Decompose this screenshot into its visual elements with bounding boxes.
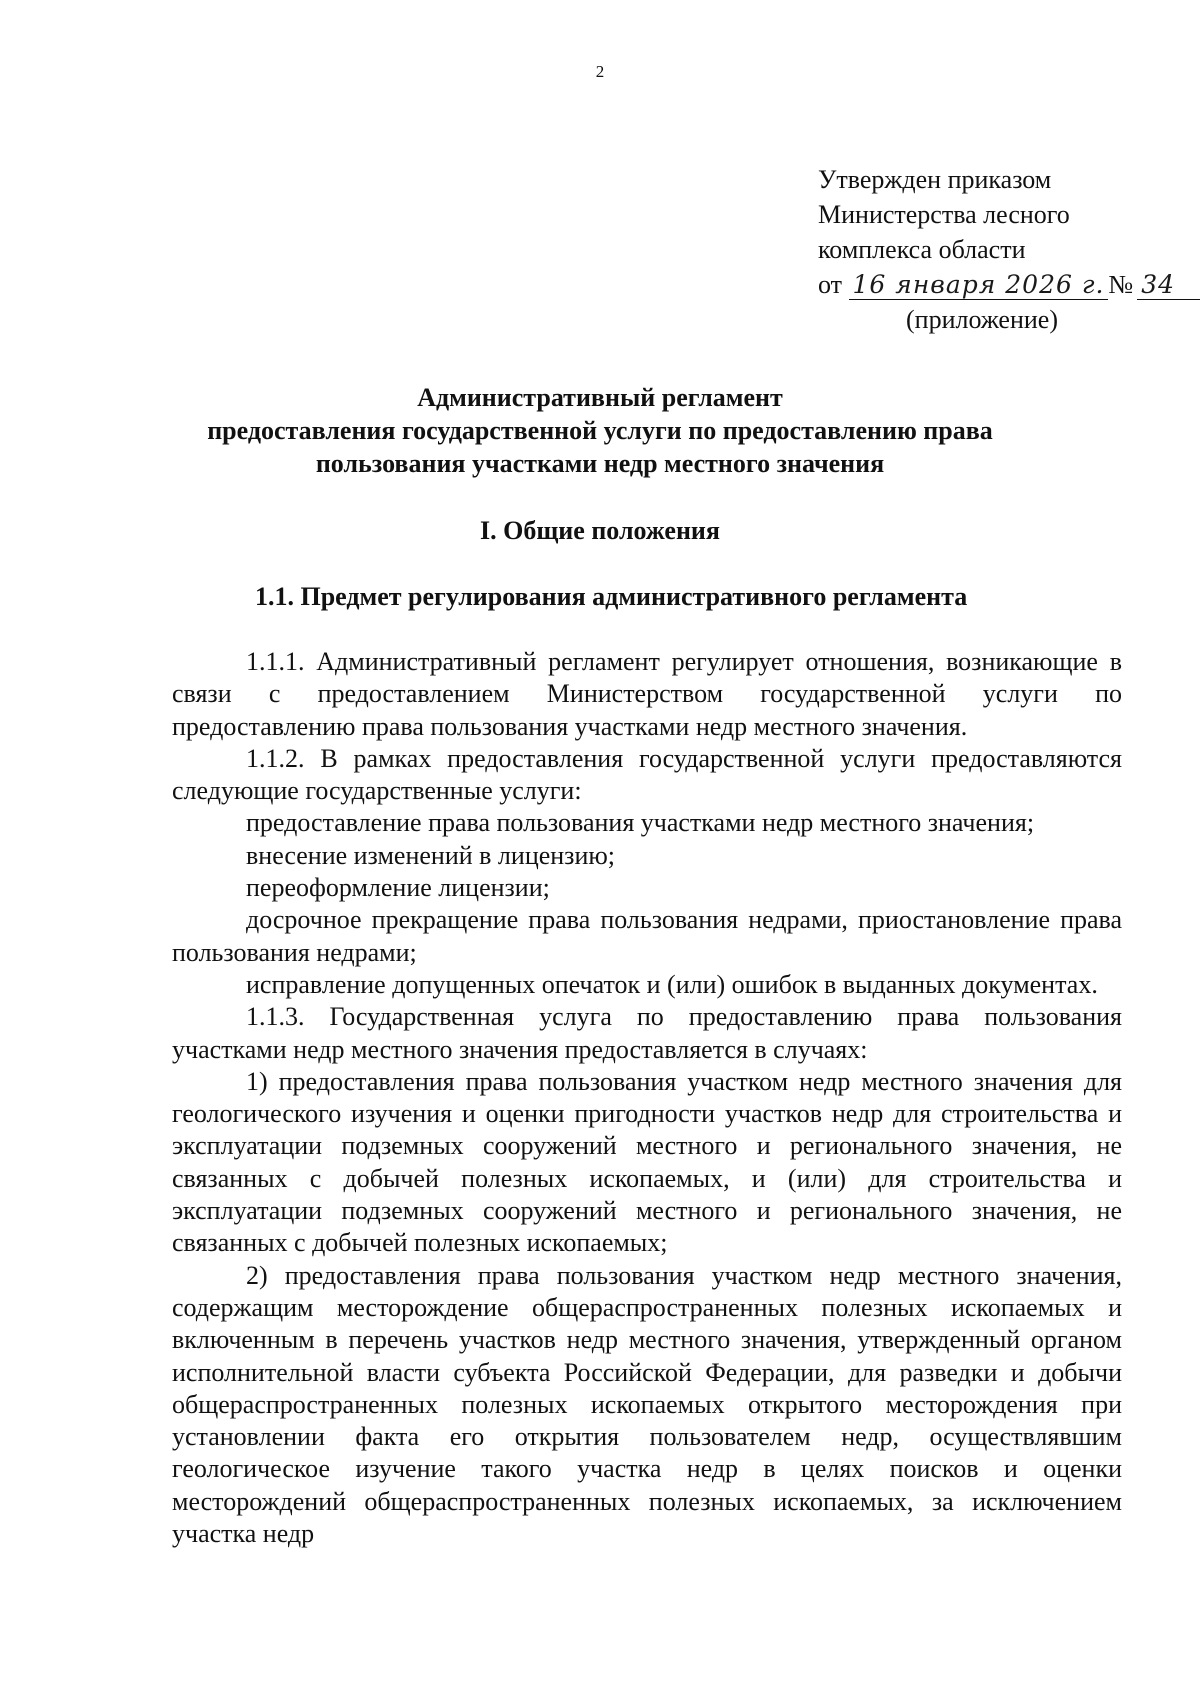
paragraph: 2) предоставления права пользования участком недр местного значения, содержащим месторождение общераспространенных полезных ископаемых и включенным в перечень участков недр местного значения, утвержденный органом исполнительной власти субъекта Российской Федерации, для разведки и добычи общераспространенных полезных ископаемых открытого месторождения при установлении факта его открытия пользователем недр, осуществлявшим геологическое изучение такого участка недр в целях поисков и оценки месторождений общераспространенных полезных ископаемых, за исключением участка недр: [172, 1260, 1122, 1549]
approval-note: (приложение): [906, 305, 1059, 334]
paragraph: 1) предоставления права пользования участком недр местного значения для геологического изучения и оценки пригодности участков недр для строительства и эксплуатации подземных сооружений местного и регионального значения, не связанных с добычей полезных ископаемых, и (или) для строительства и эксплуатации подземных сооружений местного и регионального значения, не связанных с добычей полезных ископаемых;: [172, 1066, 1122, 1258]
page-number: 2: [595, 62, 605, 81]
approval-stamp-block: [818, 162, 1200, 337]
approval-line-3: комплекса области: [818, 235, 1026, 264]
section-heading: I. Общие положения: [480, 516, 720, 545]
subsection-heading: 1.1. Предмет регулирования административного регламента: [255, 582, 968, 611]
paragraph: 1.1.3. Государственная услуга по предоставлению права пользования участками недр местного значения предоставляется в случаях:: [172, 1002, 1122, 1064]
approval-line-1: Утвержден приказом: [818, 165, 1052, 194]
approval-from-prefix: от: [818, 270, 843, 299]
title-line-1: Административный регламент: [417, 383, 783, 412]
paragraph: переоформление лицензии;: [246, 873, 550, 903]
approval-date-row: [818, 267, 1200, 302]
paragraph: 1.1.1. Административный регламент регулирует отношения, возникающие в связи с предоставлением Министерством государственной услуги по предоставлению права пользования участками недр местного значения.: [172, 647, 1122, 741]
paragraph: 1.1.2. В рамках предоставления государственной услуги предоставляются следующие государственные услуги:: [172, 743, 1122, 806]
title-line-3: пользования участками недр местного значения: [315, 449, 885, 478]
title-line-2: предоставления государственной услуги по предоставлению права: [207, 416, 993, 445]
paragraph: внесение изменений в лицензию;: [246, 840, 616, 870]
handwritten-number: 34: [1137, 271, 1200, 300]
handwritten-date: 16 января 2026 г.: [849, 271, 1109, 300]
number-sign: №: [1108, 270, 1134, 299]
document-title: [0, 381, 1200, 480]
paragraph: предоставление права пользования участками недр местного значения;: [246, 808, 1035, 838]
approval-line-2: Министерства лесного: [818, 200, 1070, 229]
document-body: [172, 646, 1122, 1550]
paragraph: досрочное прекращение права пользования недрами, приостановление права пользования недрами;: [172, 905, 1122, 967]
paragraph: исправление допущенных опечаток и (или) ошибок в выданных документах.: [246, 969, 1098, 999]
